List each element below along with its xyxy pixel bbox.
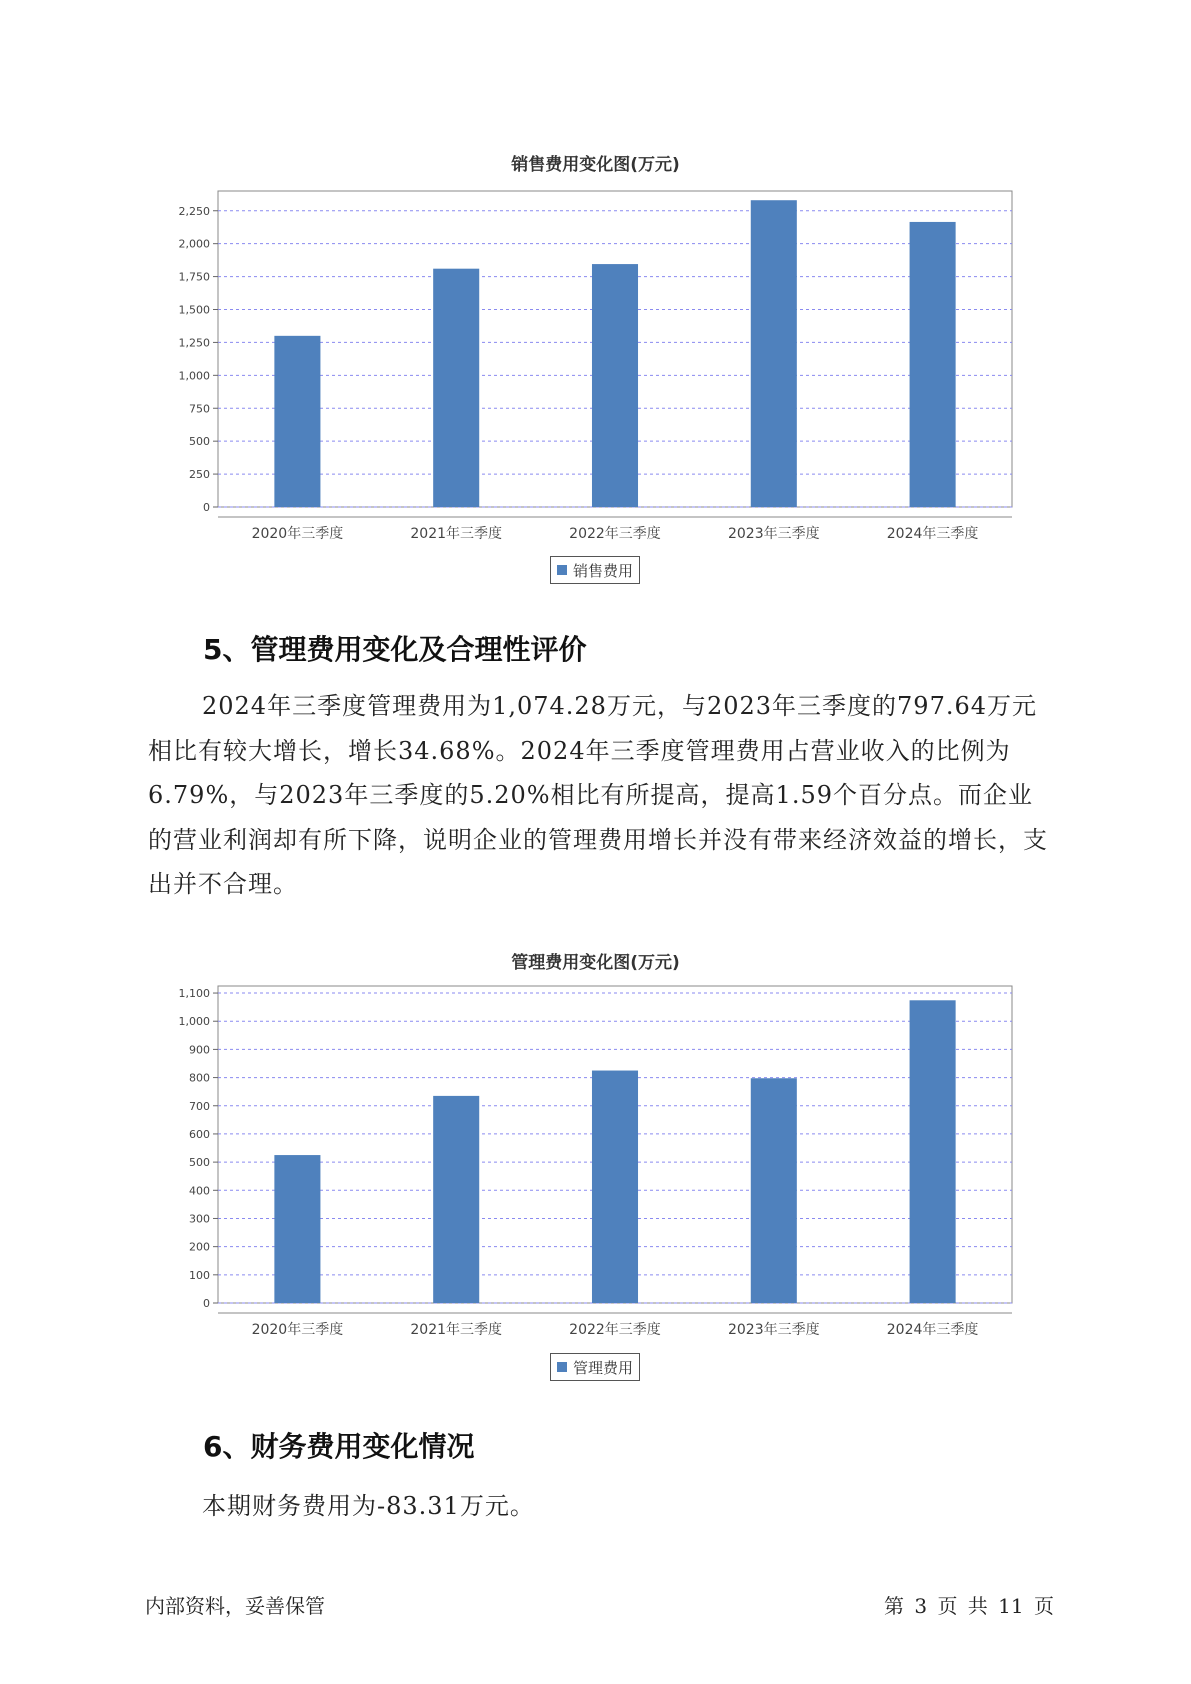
y-tick-label: 0	[203, 501, 210, 514]
y-tick-label: 2,250	[178, 204, 210, 218]
y-tick-label: 600	[189, 1127, 210, 1141]
admin-chart-legend	[550, 1353, 640, 1381]
section-6-paragraph: 本期财务费用为-83.31万元。	[202, 1492, 535, 1520]
x-tick-label: 2024年三季度	[886, 526, 979, 542]
y-tick-label: 750	[189, 402, 210, 416]
y-tick-label: 1,750	[178, 270, 210, 284]
y-tick-label: 1,100	[178, 987, 210, 1001]
section-5-heading: 5、管理费用变化及合理性评价	[203, 633, 587, 666]
legend-swatch	[557, 565, 567, 575]
legend-swatch	[557, 1362, 567, 1372]
bar	[592, 1071, 638, 1303]
footer-note: 内部资料，妥善保管	[145, 1594, 325, 1618]
y-tick-label: 1,000	[178, 369, 210, 383]
y-tick-label: 1,000	[178, 1015, 210, 1029]
bar	[274, 336, 320, 507]
bar	[751, 1078, 797, 1303]
y-tick-label: 800	[189, 1071, 210, 1085]
section-5-paragraph: 2024年三季度管理费用为1,074.28万元，与2023年三季度的797.64万元相比有较大增长，增长34.68%。2024年三季度管理费用占营业收入的比例为6.79%，与2023年三季度的5.20%相比有所提高，提高1.59个百分点。而企业的营业利润却有所下降，说明企业的管理费用增长并没有带来经济效益的增长，支出并不合理。	[148, 692, 1048, 898]
sales-expense-chart	[0, 185, 1191, 542]
x-tick-label: 2020年三季度	[251, 1322, 344, 1338]
legend-label: 管理费用	[573, 1358, 634, 1377]
y-tick-label: 500	[189, 435, 210, 449]
y-tick-label: 900	[189, 1043, 210, 1057]
bar	[751, 200, 797, 507]
x-tick-label: 2021年三季度	[410, 526, 503, 542]
y-tick-label: 100	[189, 1268, 210, 1282]
x-tick-label: 2021年三季度	[410, 1322, 503, 1338]
bar	[910, 222, 956, 507]
x-tick-label: 2022年三季度	[569, 1322, 661, 1338]
y-tick-label: 500	[189, 1156, 210, 1170]
y-tick-label: 1,500	[178, 303, 210, 317]
x-tick-label: 2022年三季度	[569, 526, 661, 542]
y-tick-label: 400	[189, 1184, 210, 1198]
section-6-heading: 6、财务费用变化情况	[203, 1430, 475, 1463]
bar	[592, 264, 638, 507]
bar	[433, 1096, 479, 1303]
admin-expense-chart	[0, 980, 1191, 1338]
y-tick-label: 250	[189, 468, 210, 482]
admin-chart-title: 管理费用变化图(万元)	[511, 953, 680, 973]
y-tick-label: 1,250	[178, 336, 210, 350]
bar	[433, 269, 479, 507]
sales-chart-title: 销售费用变化图(万元)	[511, 155, 680, 175]
x-tick-label: 2020年三季度	[251, 526, 344, 542]
page-number: 第 3 页 共 11 页	[884, 1594, 1054, 1618]
sales-chart-legend	[550, 556, 640, 584]
bar	[910, 1000, 956, 1303]
y-tick-label: 200	[189, 1240, 210, 1254]
y-tick-label: 0	[203, 1297, 210, 1310]
x-tick-label: 2023年三季度	[727, 1322, 820, 1338]
y-tick-label: 300	[189, 1212, 210, 1226]
y-tick-label: 700	[189, 1099, 210, 1113]
x-tick-label: 2023年三季度	[727, 526, 820, 542]
bar	[274, 1155, 320, 1303]
y-tick-label: 2,000	[178, 237, 210, 251]
legend-label: 销售费用	[573, 561, 634, 580]
x-tick-label: 2024年三季度	[886, 1322, 979, 1338]
